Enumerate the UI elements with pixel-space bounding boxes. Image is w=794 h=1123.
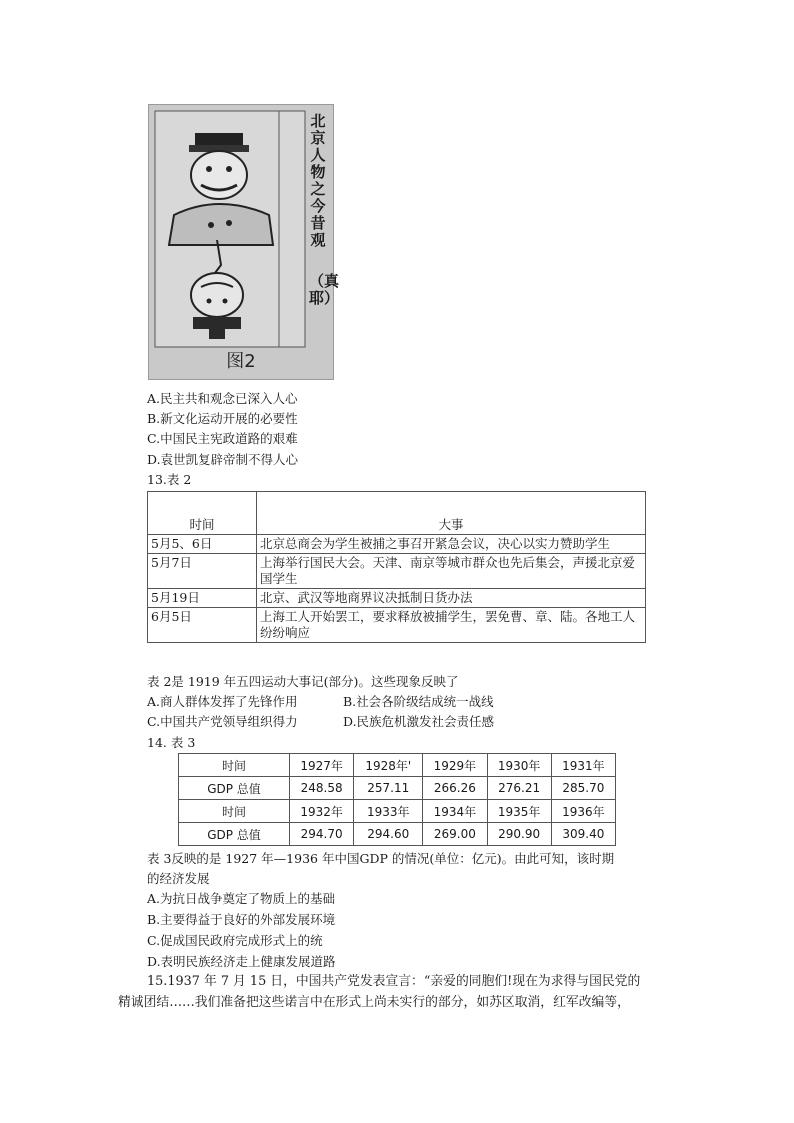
q14-option-d: D.表明民族经济走上健康发展道路	[147, 954, 336, 969]
table-row	[179, 800, 616, 823]
row-time: 5月19日	[148, 589, 257, 608]
gdp-cell: 309.40	[551, 823, 615, 846]
q13-option-a: A.商人群体发挥了先锋作用	[147, 694, 298, 709]
table-header-row	[148, 492, 646, 535]
table-2	[147, 491, 646, 643]
q13-option-d: D.民族危机激发社会责任感	[343, 714, 495, 729]
gdp-cell: 248.58	[290, 777, 354, 800]
figure-caption: 图2	[226, 351, 256, 372]
gdp-cell: 285.70	[551, 777, 615, 800]
q12-option-a: A.民主共和观念已深入人心	[147, 391, 298, 406]
row-event: 上海举行国民大会。天津、南京等城市群众也先后集会，声援北京爱国学生	[257, 554, 646, 589]
table-row	[148, 608, 646, 643]
row-label: GDP 总值	[179, 823, 290, 846]
year-cell: 1931年	[551, 754, 615, 777]
q14-label: 14. 表 3	[147, 735, 196, 750]
row-time: 5月5、6日	[148, 535, 257, 554]
gdp-cell: 257.11	[354, 777, 423, 800]
row-time: 6月5日	[148, 608, 257, 643]
table-row	[179, 823, 616, 846]
q12-option-c: C.中国民主宪政道路的艰难	[147, 431, 298, 446]
q13-label: 13.表 2	[147, 472, 192, 487]
year-cell: 1934年	[423, 800, 487, 823]
q12-option-d: D.袁世凯复辟帝制不得人心	[147, 452, 299, 467]
gdp-cell: 290.90	[487, 823, 551, 846]
gdp-cell: 269.00	[423, 823, 487, 846]
q14-stem-line2: 的经济发展	[147, 871, 210, 886]
q13-option-b: B.社会各阶级结成统一战线	[343, 694, 494, 709]
header-event: 大事	[257, 492, 646, 535]
row-time: 5月7日	[148, 554, 257, 589]
q15-line1: 15.1937 年 7 月 15 日，中国共产党发表宣言：“亲爱的同胞们!现在为求得与国民党的	[147, 974, 641, 989]
table-row	[148, 589, 646, 608]
row-label: 时间	[179, 800, 290, 823]
year-cell: 1935年	[487, 800, 551, 823]
q14-option-a: A.为抗日战争奠定了物质上的基础	[147, 891, 336, 906]
table-3	[178, 753, 616, 846]
q12-option-b: B.新文化运动开展的必要性	[147, 411, 298, 426]
q14-stem-line1: 表 3反映的是 1927 年—1936 年中国GDP 的情况(单位：亿元)。由此可知，该时期	[147, 851, 615, 866]
q14-option-c: C.促成国民政府完成形式上的统	[147, 933, 323, 948]
year-cell: 1929年	[423, 754, 487, 777]
row-event: 北京总商会为学生被捕之事召开紧急会议，决心以实力赞助学生	[257, 535, 646, 554]
year-cell: 1932年	[290, 800, 354, 823]
year-cell: 1930年	[487, 754, 551, 777]
table-row	[179, 777, 616, 800]
table-row	[148, 535, 646, 554]
row-event: 北京、武汉等地商界议决抵制日货办法	[257, 589, 646, 608]
gdp-cell: 294.60	[354, 823, 423, 846]
cartoon-illustration	[149, 105, 340, 379]
q14-option-b: B.主要得益于良好的外部发展环境	[147, 912, 336, 927]
table-row	[148, 554, 646, 589]
header-time: 时间	[148, 492, 257, 535]
cartoon-vertical-title: 北京人物之今昔观	[310, 112, 326, 249]
year-cell: 1928年'	[354, 754, 423, 777]
q13-stem: 表 2是 1919 年五四运动大事记(部分)。这些现象反映了	[147, 674, 459, 689]
q15-line2: 精诚团结……我们准备把这些诺言中在形式上尚未实行的部分，如苏区取消，红军改编等，	[118, 995, 630, 1010]
year-cell: 1933年	[354, 800, 423, 823]
row-event: 上海工人开始罢工，要求释放被捕学生，罢免曹、章、陆。各地工人纷纷响应	[257, 608, 646, 643]
gdp-cell: 276.21	[487, 777, 551, 800]
q13-option-c: C.中国共产党领导组织得力	[147, 714, 298, 729]
table-row	[179, 754, 616, 777]
gdp-cell: 294.70	[290, 823, 354, 846]
year-cell: 1927年	[290, 754, 354, 777]
gdp-cell: 266.26	[423, 777, 487, 800]
year-cell: 1936年	[551, 800, 615, 823]
row-label: GDP 总值	[179, 777, 290, 800]
row-label: 时间	[179, 754, 290, 777]
cartoon-figure	[148, 104, 340, 380]
cartoon-vertical-note: （真耶）	[309, 272, 340, 307]
